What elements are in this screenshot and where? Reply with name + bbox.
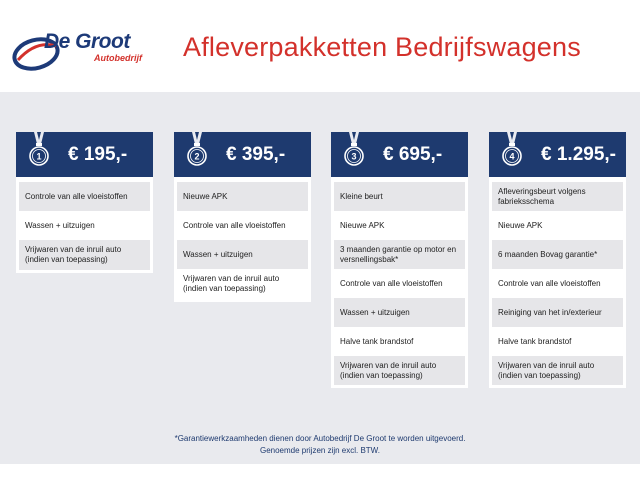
package-item: Vrijwaren van de inruil auto (indien van toepassing)	[177, 269, 308, 299]
footnote-line-1: *Garantiewerkzaamheden dienen door Autobedrijf De Groot te worden uitgevoerd.	[174, 434, 466, 443]
package-card-2	[174, 132, 311, 302]
header	[0, 0, 640, 92]
package-items	[492, 177, 623, 385]
package-item: Nieuwe APK	[177, 182, 308, 211]
package-item: Wassen + uitzuigen	[19, 211, 150, 240]
medal-icon	[500, 132, 524, 168]
package-item: Vrijwaren van de inruil auto (indien van toepassing)	[334, 356, 465, 385]
package-item: Nieuwe APK	[492, 211, 623, 240]
package-card-4	[489, 132, 626, 388]
package-item: Halve tank brandstof	[492, 327, 623, 356]
package-header	[489, 132, 626, 177]
svg-text:1: 1	[36, 151, 42, 162]
package-item: Wassen + uitzuigen	[334, 298, 465, 327]
package-item: Wassen + uitzuigen	[177, 240, 308, 269]
package-price: € 195,-	[68, 144, 128, 165]
package-item: Vrijwaren van de inruil auto (indien van toepassing)	[19, 240, 150, 270]
medal-icon	[27, 132, 51, 168]
package-item: Controle van alle vloeistoffen	[334, 269, 465, 298]
package-item: Halve tank brandstof	[334, 327, 465, 356]
package-item: 6 maanden Bovag garantie*	[492, 240, 623, 269]
medal-icon	[185, 132, 209, 168]
package-item: Kleine beurt	[334, 182, 465, 211]
package-price: € 1.295,-	[541, 144, 616, 165]
package-items	[177, 177, 308, 299]
package-header	[16, 132, 153, 177]
package-price: € 695,-	[383, 144, 443, 165]
package-item: Afleveringsbeurt volgens fabrieksschema	[492, 182, 623, 211]
logo[interactable]	[12, 30, 147, 76]
package-items	[19, 177, 150, 270]
logo-subtitle: Autobedrijf	[94, 53, 142, 63]
svg-text:2: 2	[194, 151, 200, 162]
package-item: Controle van alle vloeistoffen	[177, 211, 308, 240]
package-price: € 395,-	[226, 144, 286, 165]
package-item: Controle van alle vloeistoffen	[19, 182, 150, 211]
logo-name: De Groot	[44, 30, 130, 53]
package-item: 3 maanden garantie op motor en versnellingsbak*	[334, 240, 465, 269]
package-card-1	[16, 132, 153, 273]
package-header	[174, 132, 311, 177]
package-items	[334, 177, 465, 385]
package-header	[331, 132, 468, 177]
svg-text:4: 4	[509, 151, 515, 162]
package-card-3	[331, 132, 468, 388]
package-item: Nieuwe APK	[334, 211, 465, 240]
package-item: Vrijwaren van de inruil auto (indien van toepassing)	[492, 356, 623, 385]
footnote	[0, 433, 640, 457]
footnote-line-2: Genoemde prijzen zijn excl. BTW.	[259, 446, 381, 455]
package-item: Reiniging van het in/exterieur	[492, 298, 623, 327]
page-title: Afleverpakketten Bedrijfswagens	[183, 32, 581, 62]
package-item: Controle van alle vloeistoffen	[492, 269, 623, 298]
medal-icon	[342, 132, 366, 168]
svg-text:3: 3	[351, 151, 357, 162]
